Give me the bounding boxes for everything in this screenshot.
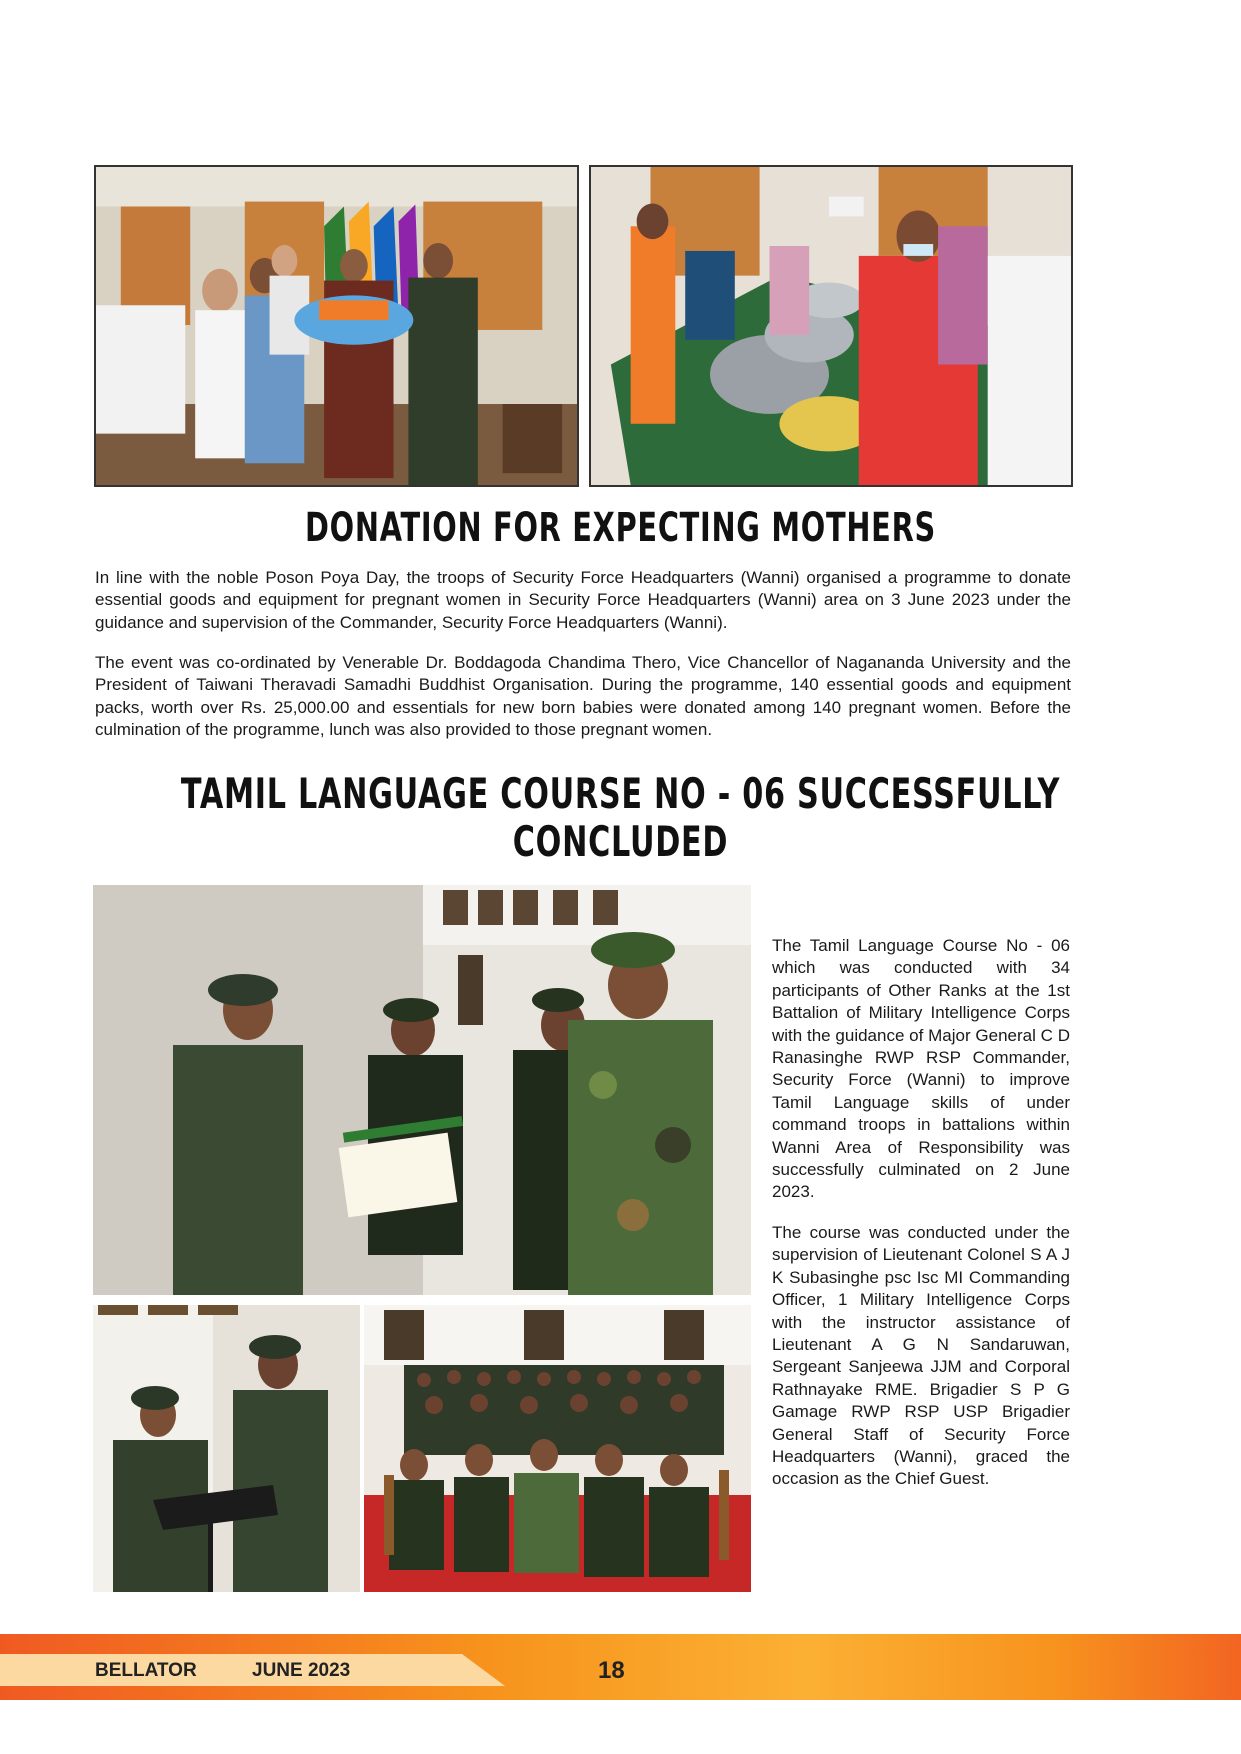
participants-seated-photo — [364, 1305, 751, 1592]
tamil-course-headline-line1: TAMIL LANGUAGE COURSE NO - 06 SUCCESSFULLY — [180, 769, 1061, 818]
donation-headline: DONATION FOR EXPECTING MOTHERS — [305, 505, 936, 551]
donation-paragraph-1: In line with the noble Poson Poya Day, the troops of Security Force Headquarters (Wanni) organised a programme to donate essential goods and equipment for pregnant women in Security Force Headquarters (Wanni) area on 3 June 2023 under the guidance and supervision of the Commander, Security Force Headquarters (Wanni). — [95, 568, 1071, 632]
page-number: 18 — [598, 1657, 625, 1684]
donation-paragraph-2: The event was co-ordinated by Venerable Dr. Boddagoda Chandima Thero, Vice Chancellor of Nagananda University and the President of Taiwani Theravadi Samadhi Buddhist Organisation. During the programme, 140 essential goods and equipment packs, worth over Rs. 25,000.00 and essentials for new born babies were donated among 140 pregnant women. Before the culmination of the programme, lunch was also provided to those pregnant women. — [95, 653, 1071, 740]
tamil-course-paragraph-2: The course was conducted under the supervision of Lieutenant Colonel S A J K Subasinghe psc Isc MI Commanding Officer, 1 Military Intelligence Corps with the instructor assistance of Lieutenant A G N Sandaruwan, Sergeant Sanjeewa JJM and Corporal Rathnayake RME. Brigadier S P G Gamage RWP RSP USP Brigadier General Staff of Security Force Headquarters (Wanni), graced the occasion as the Chief Guest. — [772, 1223, 1070, 1489]
footer-issue-date: JUNE 2023 — [252, 1660, 351, 1681]
footer-magazine-name: BELLATOR — [95, 1660, 197, 1681]
tamil-course-headline-line2: CONCLUDED — [512, 817, 729, 866]
donation-handover-photo — [94, 165, 579, 487]
tamil-course-paragraph-1: The Tamil Language Course No - 06 which was conducted with 34 participants of Other Ranks at the 1st Battalion of Military Intelligence Corps with the guidance of Major General C D Ranasinghe RWP RSP Commander, Security Force (Wanni) to improve Tamil Language skills of under command troops in battalions within Wanni Area of Responsibility was successfully culminated on 2 June 2023. — [772, 936, 1070, 1202]
certificate-presentation-photo — [93, 885, 751, 1295]
lunch-buffet-photo — [589, 165, 1073, 487]
student-speech-photo — [93, 1305, 360, 1592]
